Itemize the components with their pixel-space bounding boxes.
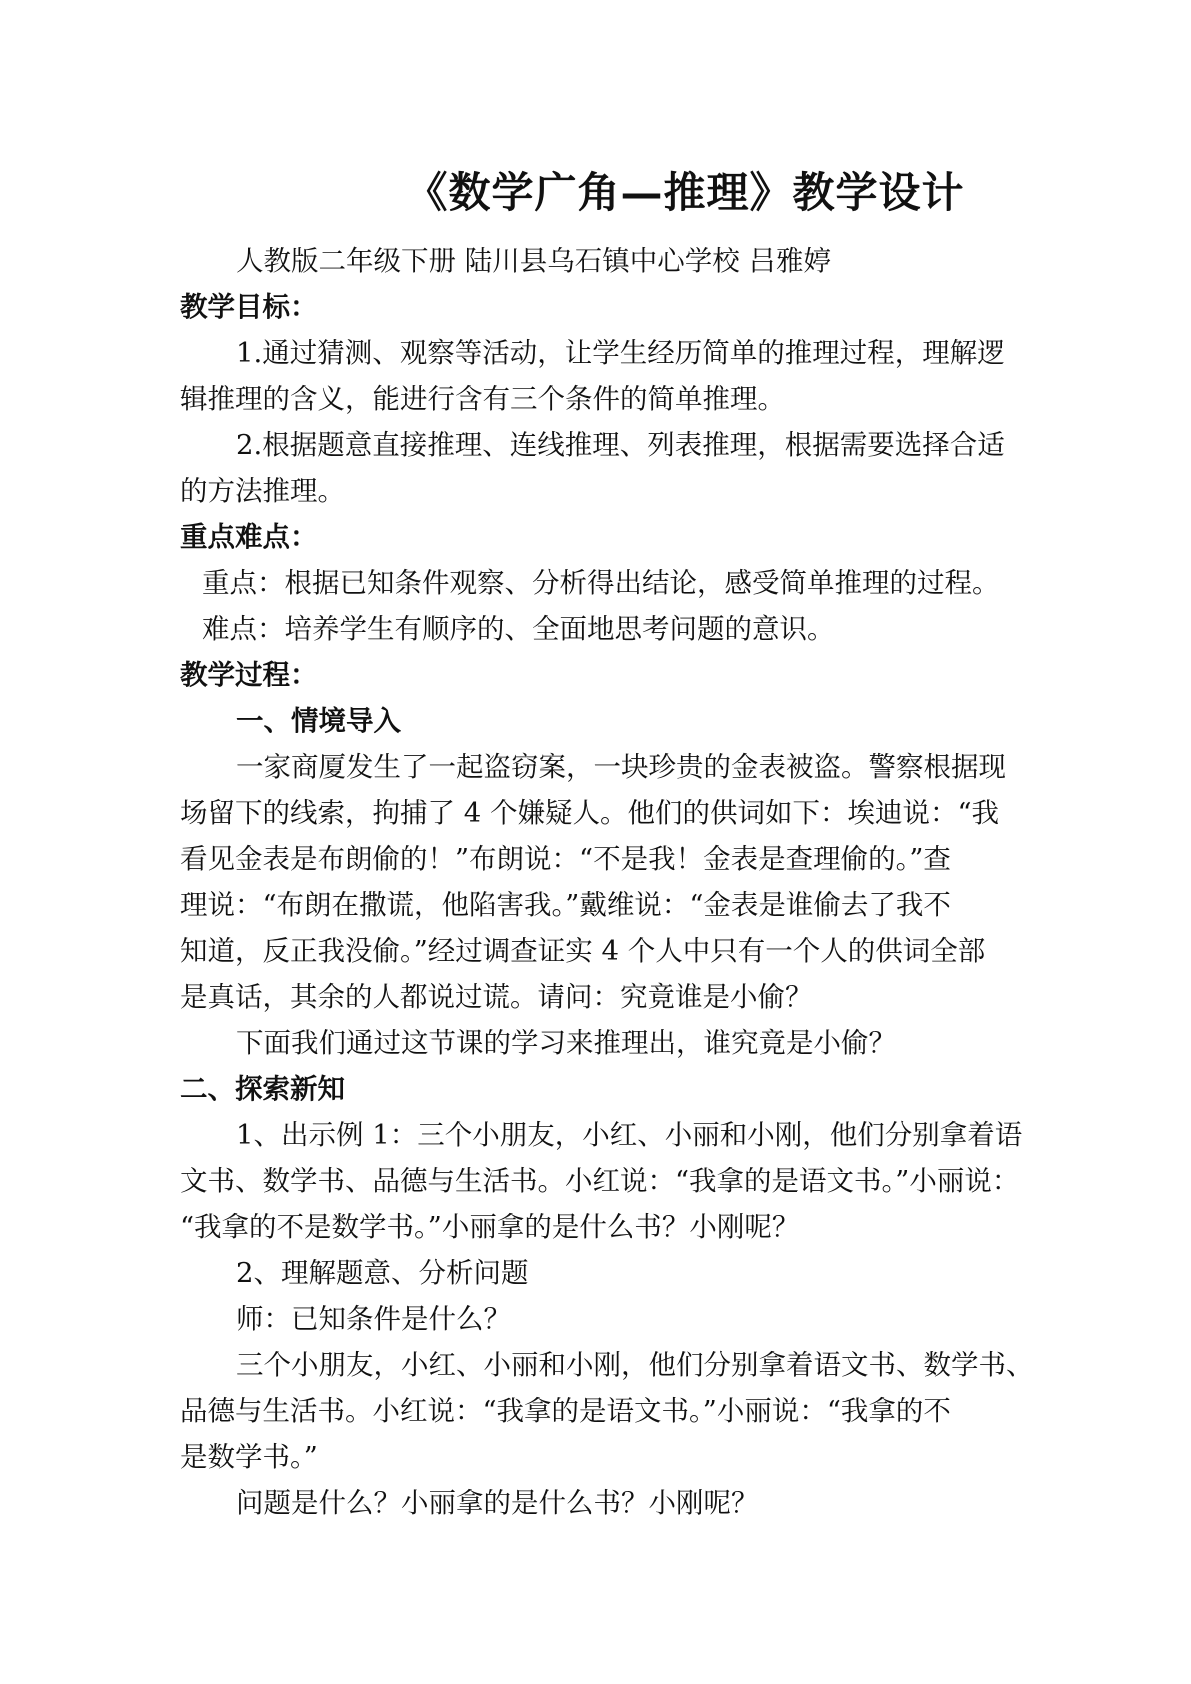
answer-line: 三个小朋友，小红、小丽和小刚，他们分别拿着语文书、数学书、: [236, 1349, 1034, 1381]
document-title: 《数学广角—推理》教学设计: [405, 168, 965, 217]
key-point: 重点：根据已知条件观察、分析得出结论，感受简单推理的过程。: [202, 567, 1000, 599]
paragraph-line: 场留下的线索，拘捕了 4 个嫌疑人。他们的供词如下：埃迪说：“我: [180, 797, 1000, 829]
objectives-heading: 教学目标：: [180, 291, 318, 323]
transition-line: 下面我们通过这节课的学习来推理出，谁究竟是小偷？: [236, 1027, 896, 1059]
difficult-point: 难点：培养学生有顺序的、全面地思考问题的意识。: [202, 613, 835, 645]
example-line: 1、出示例 1：三个小朋友，小红、小丽和小刚，他们分别拿着语: [236, 1119, 1023, 1151]
objective-line: 辑推理的含义，能进行含有三个条件的简单推理。: [180, 383, 785, 415]
answer-line: 品德与生活书。小红说：“我拿的是语文书。”小丽说：“我拿的不: [180, 1395, 951, 1427]
paragraph-line: 理说：“布朗在撒谎，他陷害我。”戴维说：“金表是谁偷去了我不: [180, 889, 951, 921]
paragraph-line: 看见金表是布朗偷的！”布朗说：“不是我！金表是查理偷的。”查: [180, 843, 951, 875]
paragraph-line: 知道，反正我没偷。”经过调查证实 4 个人中只有一个人的供词全部: [180, 935, 986, 967]
objective-line: 2.根据题意直接推理、连线推理、列表推理，根据需要选择合适: [236, 429, 1005, 461]
question-line: 问题是什么？小丽拿的是什么书？小刚呢？: [236, 1487, 759, 1519]
author-line: 人教版二年级下册 陆川县乌石镇中心学校 吕雅婷: [236, 245, 831, 277]
paragraph-line: 一家商厦发生了一起盗窃案，一块珍贵的金表被盗。警察根据现: [236, 751, 1006, 783]
section-heading: 一、情境导入: [236, 705, 401, 737]
key-points-heading: 重点难点：: [180, 521, 318, 553]
process-heading: 教学过程：: [180, 659, 318, 691]
example-line: “我拿的不是数学书。”小丽拿的是什么书？小刚呢？: [180, 1211, 800, 1243]
paragraph-line: 是真话，其余的人都说过谎。请问：究竟谁是小偷？: [180, 981, 813, 1013]
step-line: 2、理解题意、分析问题: [236, 1257, 529, 1289]
section-heading: 二、探索新知: [180, 1073, 345, 1105]
teacher-question: 师：已知条件是什么？: [236, 1303, 511, 1335]
answer-line: 是数学书。”: [180, 1441, 318, 1473]
objective-line: 的方法推理。: [180, 475, 345, 507]
objective-line: 1.通过猜测、观察等活动，让学生经历简单的推理过程，理解逻: [236, 337, 1005, 369]
document-body: [180, 238, 1034, 1526]
example-line: 文书、数学书、品德与生活书。小红说：“我拿的是语文书。”小丽说：: [180, 1165, 1020, 1197]
